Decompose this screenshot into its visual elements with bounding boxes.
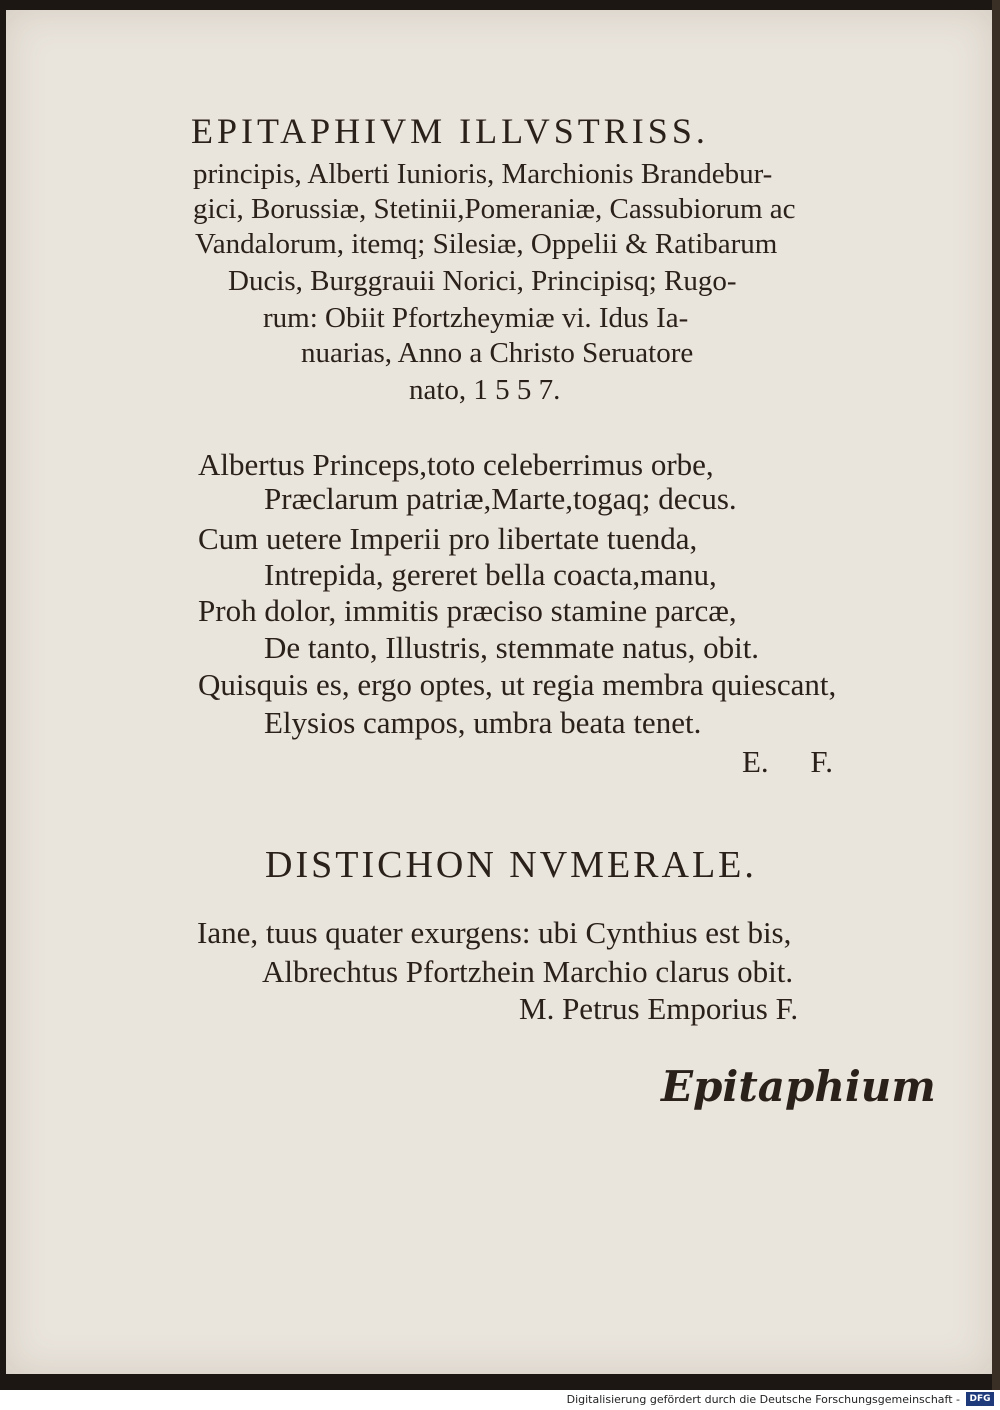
title-line: gici, Borussiæ, Stetinii,Pomeraniæ, Cassubiorum ac [193, 193, 796, 225]
book-page [6, 10, 992, 1374]
title-line: nuarias, Anno a Christo Seruatore [301, 337, 694, 369]
title-line: rum: Obiit Pfortzheymiæ vi. Idus Ia- [263, 302, 689, 334]
title-line: Vandalorum, itemq; Silesiæ, Oppelii & Ratibarum [195, 228, 778, 260]
title-line: principis, Alberti Iunioris, Marchionis Brandebur- [193, 158, 773, 190]
poem-line: Albertus Princeps,toto celeberrimus orbe, [198, 447, 714, 482]
distichon-signature: M. Petrus Emporius F. [519, 991, 799, 1026]
dfg-logo: DFG [966, 1392, 994, 1406]
epitaph-title: EPITAPHIVM ILLVSTRISS. [191, 111, 709, 151]
distichon-line: Iane, tuus quater exurgens: ubi Cynthius est bis, [197, 915, 792, 950]
title-line: Ducis, Burggrauii Norici, Principisq; Rugo- [228, 265, 737, 297]
catchword: Epitaphium [661, 1062, 936, 1111]
poem-line: Præclarum patriæ,Marte,togaq; decus. [264, 481, 737, 516]
poem-signature: E. F. [742, 744, 833, 779]
distichon-heading: DISTICHON NVMERALE. [265, 844, 757, 886]
poem-line: Cum uetere Imperii pro libertate tuenda, [198, 521, 698, 556]
poem-line: Elysios campos, umbra beata tenet. [264, 705, 702, 740]
distichon-line: Albrechtus Pfortzhein Marchio clarus obit. [262, 954, 794, 989]
title-line: nato, 1 5 5 7. [409, 374, 561, 406]
book-edge [992, 0, 1000, 1390]
poem-line: De tanto, Illustris, stemmate natus, obit. [264, 630, 760, 665]
footer-credit: Digitalisierung gefördert durch die Deutsche Forschungsgemeinschaft - [566, 1393, 960, 1406]
page-text [6, 10, 992, 1374]
digitization-footer [0, 1390, 1000, 1410]
poem-line: Intrepida, gereret bella coacta,manu, [264, 557, 717, 592]
poem-line: Quisquis es, ergo optes, ut regia membra quiescant, [198, 667, 837, 702]
poem-line: Proh dolor, immitis præciso stamine parcæ, [198, 593, 737, 628]
